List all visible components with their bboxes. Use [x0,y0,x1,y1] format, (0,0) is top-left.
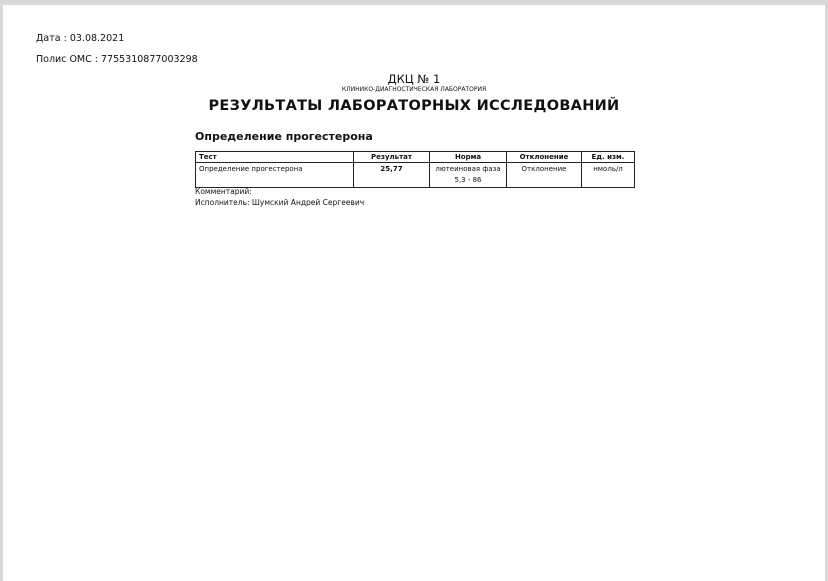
cell-deviation: Отклонение [507,163,582,188]
column-header-test: Тест [196,152,354,163]
cell-test: Определение прогестерона [196,163,354,188]
lab-name: КЛИНИКО-ДИАГНОСТИЧЕСКАЯ ЛАБОРАТОРИЯ [341,86,487,93]
table-row [196,163,635,188]
column-header-deviation: Отклонение [507,152,582,163]
cell-result: 25,77 [354,163,430,188]
norm-phase: лютеиновая фаза [435,165,501,173]
executor: Исполнитель: Шумский Андрей Сергеевич [195,198,365,207]
comment: Комментарий: [195,187,252,196]
table-header-row [196,152,635,163]
section-title: Определение прогестерона [195,130,373,143]
date: Дата : 03.08.2021 [36,33,125,44]
cell-unit: нмоль/л [582,163,635,188]
norm-range: 5,3 - 86 [454,176,482,184]
cell-norm [430,163,507,188]
column-header-result: Результат [354,152,430,163]
policy-number: Полис ОМС : 7755310877003298 [36,54,198,65]
column-header-unit: Ед. изм. [582,152,635,163]
page-title: РЕЗУЛЬТАТЫ ЛАБОРАТОРНЫХ ИССЛЕДОВАНИЙ [208,98,620,114]
column-header-norm: Норма [430,152,507,163]
organization-name: ДКЦ № 1 [387,72,441,86]
results-table [195,151,635,188]
